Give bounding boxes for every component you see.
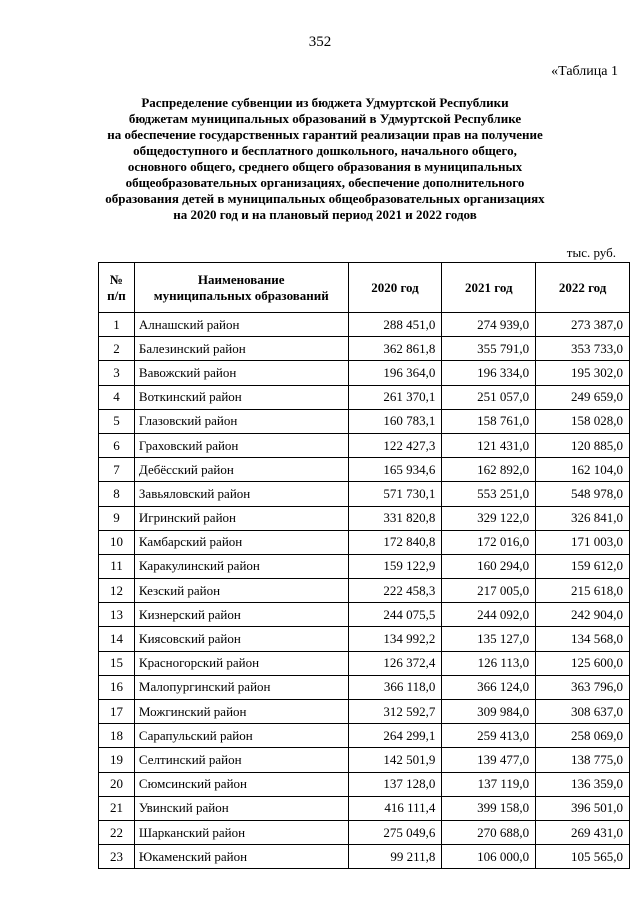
table-row (99, 313, 630, 337)
table-row (99, 845, 630, 869)
value-2021-cell: 172 016,0 (442, 530, 536, 554)
municipality-name-cell: Каракулинский район (134, 554, 348, 578)
value-2022-cell: 308 637,0 (536, 700, 630, 724)
table-row (99, 796, 630, 820)
value-2021-cell: 126 113,0 (442, 651, 536, 675)
table-row (99, 603, 630, 627)
value-2021-cell: 259 413,0 (442, 724, 536, 748)
value-2022-cell: 120 885,0 (536, 433, 630, 457)
value-2020-cell: 134 992,2 (348, 627, 442, 651)
table-row (99, 700, 630, 724)
row-number-cell: 8 (99, 482, 135, 506)
value-2021-cell: 160 294,0 (442, 554, 536, 578)
value-2021-cell: 366 124,0 (442, 675, 536, 699)
value-2020-cell: 362 861,8 (348, 337, 442, 361)
municipality-name-cell: Сюмсинский район (134, 772, 348, 796)
value-2022-cell: 134 568,0 (536, 627, 630, 651)
row-number-cell: 9 (99, 506, 135, 530)
units-label: тыс. руб. (566, 245, 616, 260)
value-2022-cell: 258 069,0 (536, 724, 630, 748)
municipality-name-cell: Кезский район (134, 579, 348, 603)
value-2020-cell: 288 451,0 (348, 313, 442, 337)
row-number-cell: 4 (99, 385, 135, 409)
municipality-name-cell: Камбарский район (134, 530, 348, 554)
table-row (99, 554, 630, 578)
value-2022-cell: 105 565,0 (536, 845, 630, 869)
header-2021: 2021 год (442, 263, 536, 313)
municipality-name-cell: Красногорский район (134, 651, 348, 675)
value-2020-cell: 142 501,9 (348, 748, 442, 772)
municipality-name-cell: Глазовский район (134, 409, 348, 433)
value-2021-cell: 329 122,0 (442, 506, 536, 530)
row-number-cell: 13 (99, 603, 135, 627)
value-2021-cell: 244 092,0 (442, 603, 536, 627)
municipality-name-cell: Игринский район (134, 506, 348, 530)
value-2020-cell: 275 049,6 (348, 820, 442, 844)
value-2021-cell: 217 005,0 (442, 579, 536, 603)
table-row (99, 748, 630, 772)
row-number-cell: 23 (99, 845, 135, 869)
value-2021-cell: 196 334,0 (442, 361, 536, 385)
row-number-cell: 10 (99, 530, 135, 554)
value-2020-cell: 159 122,9 (348, 554, 442, 578)
table-label: «Таблица 1 (551, 64, 618, 79)
value-2021-cell: 309 984,0 (442, 700, 536, 724)
value-2021-cell: 251 057,0 (442, 385, 536, 409)
value-2020-cell: 312 592,7 (348, 700, 442, 724)
document-title (60, 95, 590, 223)
value-2020-cell: 196 364,0 (348, 361, 442, 385)
table-row (99, 820, 630, 844)
value-2020-cell: 331 820,8 (348, 506, 442, 530)
municipality-name-cell: Малопургинский район (134, 675, 348, 699)
value-2021-cell: 106 000,0 (442, 845, 536, 869)
row-number-cell: 11 (99, 554, 135, 578)
table-row (99, 651, 630, 675)
row-number-cell: 2 (99, 337, 135, 361)
title-line: на 2020 год и на плановый период 2021 и 2022 годов (173, 207, 477, 222)
title-line: образования детей в муниципальных общеобразовательных организациях (105, 191, 545, 206)
value-2022-cell: 136 359,0 (536, 772, 630, 796)
municipality-name-cell: Кизнерский район (134, 603, 348, 627)
title-line: бюджетам муниципальных образований в Удмуртской Республике (128, 111, 522, 126)
table-row (99, 458, 630, 482)
value-2022-cell: 363 796,0 (536, 675, 630, 699)
table-row (99, 433, 630, 457)
value-2022-cell: 162 104,0 (536, 458, 630, 482)
value-2021-cell: 270 688,0 (442, 820, 536, 844)
title-line: общедоступного и бесплатного дошкольного, начального общего, (133, 143, 517, 158)
value-2022-cell: 269 431,0 (536, 820, 630, 844)
header-2022: 2022 год (536, 263, 630, 313)
header-number: № п/п (99, 263, 135, 313)
value-2021-cell: 553 251,0 (442, 482, 536, 506)
value-2022-cell: 242 904,0 (536, 603, 630, 627)
table-row (99, 772, 630, 796)
table-row (99, 506, 630, 530)
title-line: Распределение субвенции из бюджета Удмуртской Республики (141, 95, 509, 110)
municipality-name-cell: Балезинский район (134, 337, 348, 361)
table-row (99, 675, 630, 699)
value-2022-cell: 171 003,0 (536, 530, 630, 554)
row-number-cell: 21 (99, 796, 135, 820)
row-number-cell: 15 (99, 651, 135, 675)
row-number-cell: 20 (99, 772, 135, 796)
value-2022-cell: 215 618,0 (536, 579, 630, 603)
row-number-cell: 22 (99, 820, 135, 844)
municipality-name-cell: Граховский район (134, 433, 348, 457)
table-row (99, 385, 630, 409)
value-2020-cell: 126 372,4 (348, 651, 442, 675)
value-2020-cell: 165 934,6 (348, 458, 442, 482)
row-number-cell: 14 (99, 627, 135, 651)
value-2022-cell: 396 501,0 (536, 796, 630, 820)
value-2020-cell: 261 370,1 (348, 385, 442, 409)
value-2022-cell: 125 600,0 (536, 651, 630, 675)
value-2021-cell: 399 158,0 (442, 796, 536, 820)
row-number-cell: 18 (99, 724, 135, 748)
value-2020-cell: 416 111,4 (348, 796, 442, 820)
value-2020-cell: 122 427,3 (348, 433, 442, 457)
value-2021-cell: 355 791,0 (442, 337, 536, 361)
page-number: 352 (308, 34, 332, 50)
row-number-cell: 17 (99, 700, 135, 724)
header-2020: 2020 год (348, 263, 442, 313)
value-2022-cell: 249 659,0 (536, 385, 630, 409)
subsidy-table (98, 262, 630, 869)
value-2022-cell: 326 841,0 (536, 506, 630, 530)
row-number-cell: 6 (99, 433, 135, 457)
municipality-name-cell: Юкаменский район (134, 845, 348, 869)
value-2020-cell: 366 118,0 (348, 675, 442, 699)
value-2020-cell: 222 458,3 (348, 579, 442, 603)
value-2020-cell: 137 128,0 (348, 772, 442, 796)
value-2020-cell: 571 730,1 (348, 482, 442, 506)
municipality-name-cell: Киясовский район (134, 627, 348, 651)
row-number-cell: 12 (99, 579, 135, 603)
table-row (99, 627, 630, 651)
value-2020-cell: 264 299,1 (348, 724, 442, 748)
municipality-name-cell: Дебёсский район (134, 458, 348, 482)
value-2020-cell: 244 075,5 (348, 603, 442, 627)
value-2021-cell: 162 892,0 (442, 458, 536, 482)
value-2022-cell: 158 028,0 (536, 409, 630, 433)
municipality-name-cell: Завьяловский район (134, 482, 348, 506)
municipality-name-cell: Селтинский район (134, 748, 348, 772)
municipality-name-cell: Можгинский район (134, 700, 348, 724)
table-row (99, 409, 630, 433)
table-row (99, 530, 630, 554)
municipality-name-cell: Вавожский район (134, 361, 348, 385)
header-row (99, 263, 630, 313)
municipality-name-cell: Шарканский район (134, 820, 348, 844)
value-2021-cell: 135 127,0 (442, 627, 536, 651)
value-2021-cell: 121 431,0 (442, 433, 536, 457)
value-2021-cell: 139 477,0 (442, 748, 536, 772)
value-2022-cell: 353 733,0 (536, 337, 630, 361)
value-2020-cell: 99 211,8 (348, 845, 442, 869)
value-2022-cell: 195 302,0 (536, 361, 630, 385)
title-line: основного общего, среднего общего образования в муниципальных (127, 159, 523, 174)
row-number-cell: 3 (99, 361, 135, 385)
table-row (99, 361, 630, 385)
title-line: общеобразовательных организациях, обеспечение дополнительного (125, 175, 525, 190)
municipality-name-cell: Сарапульский район (134, 724, 348, 748)
value-2022-cell: 548 978,0 (536, 482, 630, 506)
value-2020-cell: 172 840,8 (348, 530, 442, 554)
table-row (99, 337, 630, 361)
table-row (99, 724, 630, 748)
value-2021-cell: 274 939,0 (442, 313, 536, 337)
table-body (99, 313, 630, 869)
table-row (99, 579, 630, 603)
municipality-name-cell: Увинский район (134, 796, 348, 820)
header-name: Наименование муниципальных образований (134, 263, 348, 313)
value-2022-cell: 138 775,0 (536, 748, 630, 772)
value-2022-cell: 273 387,0 (536, 313, 630, 337)
municipality-name-cell: Алнашский район (134, 313, 348, 337)
title-line: на обеспечение государственных гарантий реализации прав на получение (107, 127, 543, 142)
value-2020-cell: 160 783,1 (348, 409, 442, 433)
value-2022-cell: 159 612,0 (536, 554, 630, 578)
municipality-name-cell: Воткинский район (134, 385, 348, 409)
row-number-cell: 1 (99, 313, 135, 337)
row-number-cell: 7 (99, 458, 135, 482)
value-2021-cell: 137 119,0 (442, 772, 536, 796)
value-2021-cell: 158 761,0 (442, 409, 536, 433)
row-number-cell: 5 (99, 409, 135, 433)
table-row (99, 482, 630, 506)
row-number-cell: 16 (99, 675, 135, 699)
row-number-cell: 19 (99, 748, 135, 772)
